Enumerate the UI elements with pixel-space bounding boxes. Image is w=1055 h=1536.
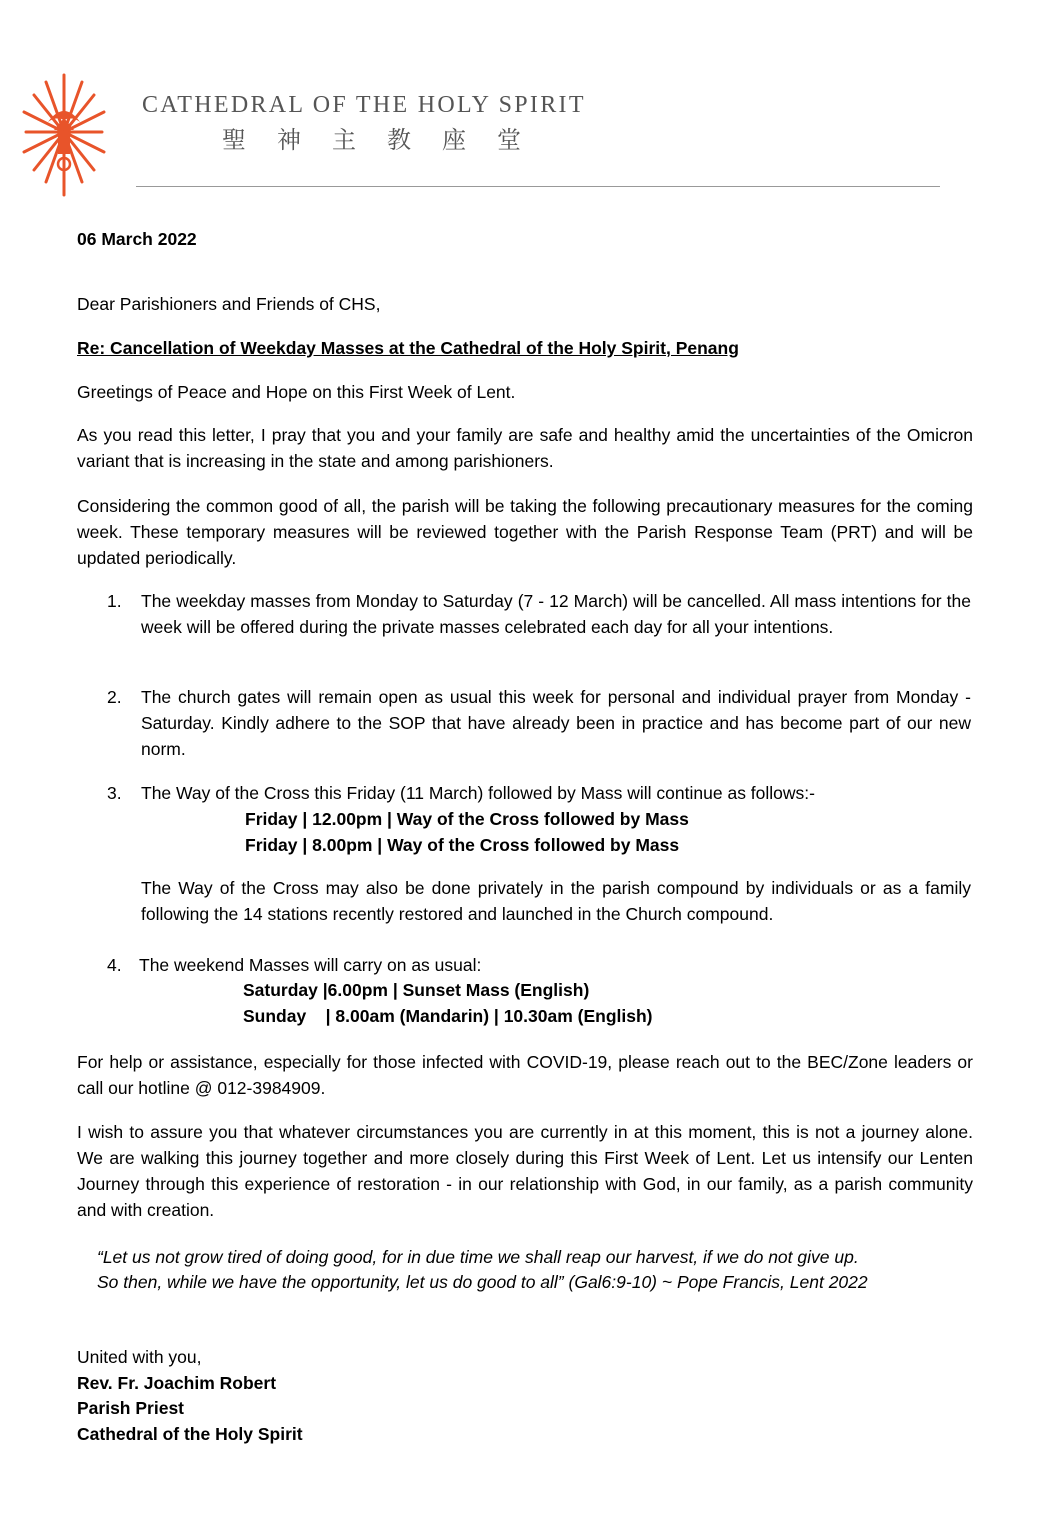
- subject-line: Re: Cancellation of Weekday Masses at the Cathedral of the Holy Spirit, Penang: [77, 338, 739, 358]
- cathedral-logo: [18, 70, 110, 200]
- organization-name-chinese: 聖神主教座堂: [222, 126, 552, 154]
- paragraph-2: Considering the common good of all, the parish will be taking the following precautionary measures for the coming week. These temporary measures will be reviewed together with the Parish Response Team (PRT) and will be updated periodically.: [77, 496, 973, 568]
- friday-schedule-line-2: Friday | 8.00pm | Way of the Cross followed by Mass: [245, 835, 680, 855]
- signatory-name: Rev. Fr. Joachim Robert: [77, 1373, 277, 1393]
- item-2-number: 2.: [107, 687, 122, 707]
- greeting: Greetings of Peace and Hope on this First Week of Lent.: [77, 382, 516, 402]
- header-divider: [136, 186, 940, 187]
- friday-schedule-line-1: Friday | 12.00pm | Way of the Cross followed by Mass: [245, 809, 689, 829]
- paragraph-1: As you read this letter, I pray that you and your family are safe and healthy amid the uncertainties of the Omicron variant that is increasing in the state and among parishioners.: [77, 425, 973, 471]
- quote-line-2: So then, while we have the opportunity, let us do good to all” (Gal6:9-10) ~ Pope Francis, Lent 2022: [97, 1272, 868, 1292]
- quote-line-1: “Let us not grow tired of doing good, for in due time we shall reap our harvest, if we do not give up.: [97, 1247, 859, 1267]
- item-2-text: The church gates will remain open as usual this week for personal and individual prayer from Monday - Saturday. Kindly adhere to the SOP that have already been in practice and has become part of our new norm.: [141, 687, 971, 759]
- item-4-text: The weekend Masses will carry on as usual:: [139, 955, 482, 975]
- signatory-title: Parish Priest: [77, 1398, 184, 1418]
- item-3-text: The Way of the Cross this Friday (11 March) followed by Mass will continue as follows:-: [141, 783, 815, 803]
- paragraph-4: I wish to assure you that whatever circumstances you are currently in at this moment, this is not a journey alone. We are walking this journey together and more closely during this First Week of Lent. Let us intensify our Lenten Journey through this experience of restoration - in our relationship with God, in our family, as a parish community and with creation.: [77, 1122, 973, 1220]
- organization-name: CATHEDRAL OF THE HOLY SPIRIT: [142, 92, 586, 118]
- item-4-number: 4.: [107, 955, 122, 975]
- closing: United with you,: [77, 1347, 202, 1367]
- weekend-schedule-line-1: Saturday |6.00pm | Sunset Mass (English): [243, 980, 590, 1000]
- item-1-text: The weekday masses from Monday to Saturday (7 - 12 March) will be cancelled. All mass intentions for the week will be offered during the private masses celebrated each day for all your intentions.: [141, 591, 971, 637]
- salutation: Dear Parishioners and Friends of CHS,: [77, 294, 381, 314]
- item-3-number: 3.: [107, 783, 122, 803]
- item-3-note: The Way of the Cross may also be done privately in the parish compound by individuals or as a family following the 14 stations recently restored and launched in the Church compound.: [141, 878, 971, 924]
- item-1-number: 1.: [107, 591, 122, 611]
- paragraph-3: For help or assistance, especially for those infected with COVID-19, please reach out to the BEC/Zone leaders or call our hotline @ 012-3984909.: [77, 1052, 973, 1098]
- weekend-schedule-line-2: Sunday | 8.00am (Mandarin) | 10.30am (English): [243, 1006, 653, 1026]
- signatory-organization: Cathedral of the Holy Spirit: [77, 1424, 303, 1444]
- letter-date: 06 March 2022: [77, 229, 197, 249]
